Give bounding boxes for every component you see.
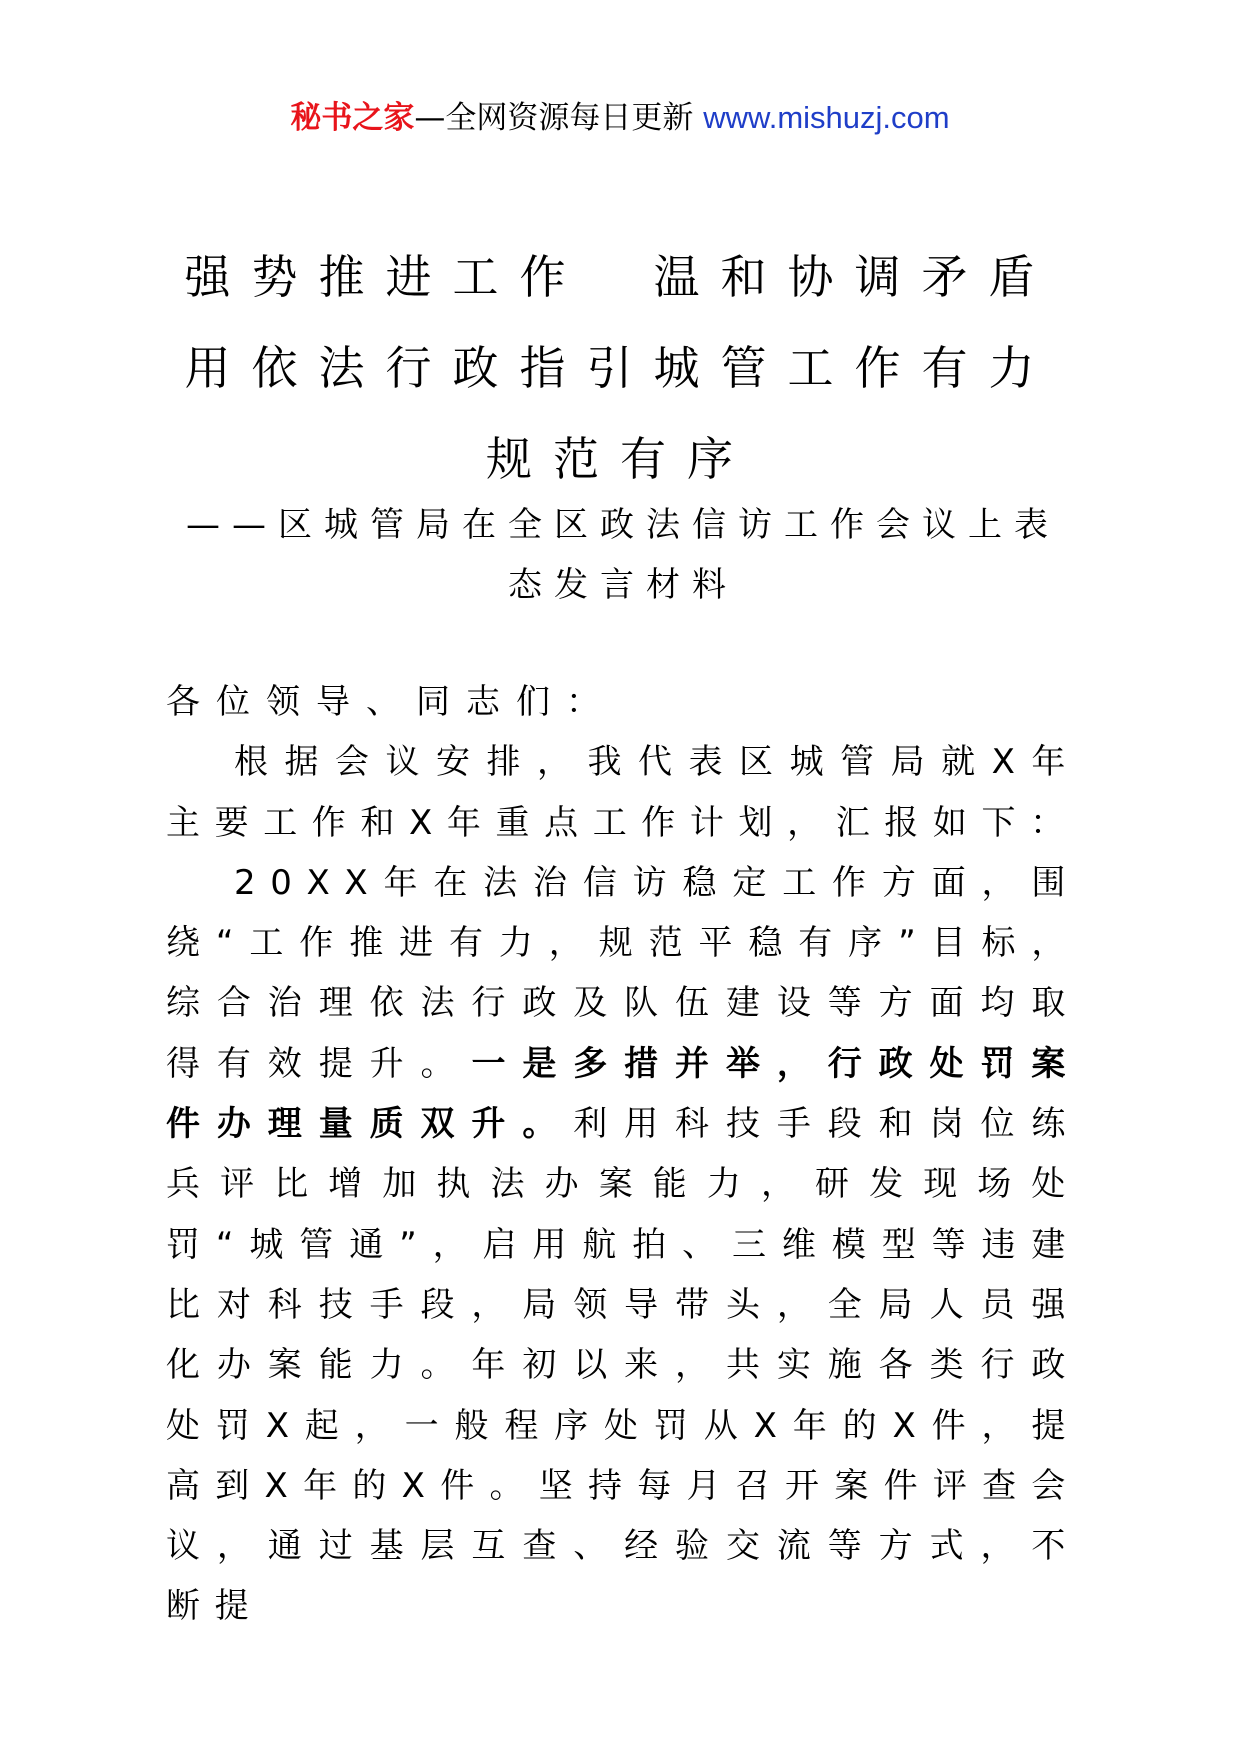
point-one-text: 利用科技手段和岗位练兵评比增加执法办案能力，研发现场处罚“城管通”，启用航拍、三维模型等违建比对科技手段，局领导带头，全局人员强化办案能力。年初以来，共实施各类行政处罚X起，一般程序处罚从X年的X件，提高到X年的X件。坚持每月召开案件评查会议，通过基层互查、经验交流等方式，不断提 (166, 1104, 1080, 1627)
paragraph-intro: 根据会议安排，我代表区城管局就X年主要工作和X年重点工作计划，汇报如下： (166, 742, 1080, 843)
document-title (0, 232, 1240, 505)
point-one-heading: 一是多措并举，行政处罚案件办理量质双升。 (166, 1043, 1080, 1145)
document-subtitle: ——区城管局在全区政法信访工作会议上表态发言材料 (186, 505, 1060, 605)
site-url-link[interactable]: www.mishuzj.com (703, 100, 950, 135)
site-header (0, 98, 1240, 138)
document-body (166, 672, 1080, 1637)
site-tagline: —全网资源每日更新 (414, 100, 704, 136)
paragraph-summary (166, 853, 1080, 1637)
paragraph-summary-lead: 20XX年在法治信访稳定工作方面，围绕“工作推进有力，规范平稳有序”目标，综合治理依法行政及队伍建设等方面均取得有效提升。 (166, 862, 1080, 1084)
salutation: 各位领导、同志们： (166, 682, 616, 722)
title-line-2: 用依法行政指引城管工作有力 (184, 341, 1056, 395)
title-line-3: 规范有序 (486, 432, 754, 486)
title-line-1: 强势推进工作 温和协调矛盾 (184, 250, 1056, 304)
site-brand: 秘书之家 (290, 100, 415, 136)
